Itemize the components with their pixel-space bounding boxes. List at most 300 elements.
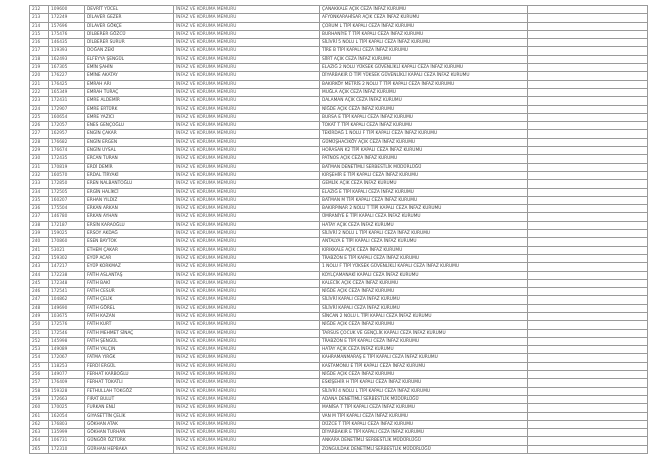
- row-number-cell: 217: [30, 47, 49, 55]
- table-row: [30, 88, 648, 96]
- registry-number-cell: 160654: [49, 113, 85, 121]
- name-cell: FATİH ÇELİK: [85, 296, 174, 304]
- title-cell: İNFAZ VE KORUMA MEMURU: [174, 395, 320, 403]
- empty-cell: [528, 288, 648, 296]
- title-cell: İNFAZ VE KORUMA MEMURU: [174, 64, 320, 72]
- table-row: [30, 80, 648, 88]
- empty-cell: [528, 147, 648, 155]
- empty-cell: [528, 329, 648, 337]
- row-number-cell: 215: [30, 30, 49, 38]
- table-row: [30, 105, 648, 113]
- title-cell: İNFAZ VE KORUMA MEMURU: [174, 171, 320, 179]
- title-cell: İNFAZ VE KORUMA MEMURU: [174, 379, 320, 387]
- name-cell: ERCAN TURAN: [85, 155, 174, 163]
- table-row: [30, 404, 648, 412]
- title-cell: İNFAZ VE KORUMA MEMURU: [174, 321, 320, 329]
- row-number-cell: 239: [30, 230, 49, 238]
- row-number-cell: 237: [30, 213, 49, 221]
- name-cell: ENGİN ÇAKAR: [85, 130, 174, 138]
- name-cell: EMİNE AKATAY: [85, 72, 174, 80]
- empty-cell: [528, 113, 648, 121]
- title-cell: İNFAZ VE KORUMA MEMURU: [174, 429, 320, 437]
- table-row: [30, 412, 648, 420]
- title-cell: İNFAZ VE KORUMA MEMURU: [174, 6, 320, 14]
- registry-number-cell: 176803: [49, 420, 85, 428]
- institution-cell: TARSUS ÇOCUK VE GENÇLİK KAPALI CEZA İNFAZ KURUMU: [320, 329, 528, 337]
- registry-number-cell: 146780: [49, 213, 85, 221]
- institution-cell: ZONGULDAK DENETİMLİ SERBESTLİK MÜDÜRLÜĞÜ: [320, 445, 528, 453]
- empty-cell: [528, 55, 648, 63]
- institution-cell: GÜMÜŞHACIKÖY AÇIK CEZA İNFAZ KURUMU: [320, 138, 528, 146]
- title-cell: İNFAZ VE KORUMA MEMURU: [174, 30, 320, 38]
- empty-cell: [528, 171, 648, 179]
- title-cell: İNFAZ VE KORUMA MEMURU: [174, 138, 320, 146]
- name-cell: FATİH BAKİ: [85, 279, 174, 287]
- row-number-cell: 253: [30, 346, 49, 354]
- empty-cell: [528, 30, 648, 38]
- title-cell: İNFAZ VE KORUMA MEMURU: [174, 238, 320, 246]
- empty-cell: [528, 14, 648, 22]
- table-row: [30, 155, 648, 163]
- institution-cell: GEMLİK AÇIK CEZA İNFAZ KURUMU: [320, 180, 528, 188]
- table-row: [30, 6, 648, 14]
- registry-number-cell: 53021: [49, 246, 85, 254]
- title-cell: İNFAZ VE KORUMA MEMURU: [174, 188, 320, 196]
- row-number-cell: 258: [30, 387, 49, 395]
- institution-cell: NİĞDE AÇIK CEZA İNFAZ KURUMU: [320, 321, 528, 329]
- institution-cell: SİLİVRİ 2 NOLU L TİPİ KAPALI CEZA İNFAZ KURUMU: [320, 230, 528, 238]
- table-row: [30, 329, 648, 337]
- empty-cell: [528, 6, 648, 14]
- table-row: [30, 263, 648, 271]
- title-cell: İNFAZ VE KORUMA MEMURU: [174, 130, 320, 138]
- name-cell: ERHAN YILDIZ: [85, 196, 174, 204]
- institution-cell: NİĞDE AÇIK CEZA İNFAZ KURUMU: [320, 288, 528, 296]
- table-row: [30, 312, 648, 320]
- title-cell: İNFAZ VE KORUMA MEMURU: [174, 97, 320, 105]
- name-cell: FIRAT BULUT: [85, 395, 174, 403]
- title-cell: İNFAZ VE KORUMA MEMURU: [174, 371, 320, 379]
- title-cell: İNFAZ VE KORUMA MEMURU: [174, 221, 320, 229]
- empty-cell: [528, 337, 648, 345]
- title-cell: İNFAZ VE KORUMA MEMURU: [174, 14, 320, 22]
- name-cell: FERDİ ERGÜL: [85, 362, 174, 370]
- row-number-cell: 261: [30, 412, 49, 420]
- registry-number-cell: 170860: [49, 238, 85, 246]
- registry-number-cell: 176227: [49, 72, 85, 80]
- table-row: [30, 337, 648, 345]
- institution-cell: ANKARA DENETİMLİ SERBESTLİK MÜDÜRLÜĞÜ: [320, 437, 528, 445]
- row-number-cell: 246: [30, 288, 49, 296]
- row-number-cell: 240: [30, 238, 49, 246]
- registry-number-cell: 175504: [49, 205, 85, 213]
- name-cell: EMRAH TURAÇ: [85, 88, 174, 96]
- institution-cell: SİNCAN 2 NOLU L TİPİ KAPALI CEZA İNFAZ KURUMU: [320, 312, 528, 320]
- table-row: [30, 254, 648, 262]
- row-number-cell: 255: [30, 362, 49, 370]
- registry-number-cell: 149077: [49, 371, 85, 379]
- empty-cell: [528, 254, 648, 262]
- registry-number-cell: 172576: [49, 321, 85, 329]
- table-row: [30, 122, 648, 130]
- table-row: [30, 39, 648, 47]
- registry-number-cell: 172541: [49, 288, 85, 296]
- institution-cell: BAKIRKÖY METRİS 2 NOLU T TİPİ KAPALI CEZA İNFAZ KURUMU: [320, 80, 528, 88]
- empty-cell: [528, 238, 648, 246]
- title-cell: İNFAZ VE KORUMA MEMURU: [174, 254, 320, 262]
- registry-number-cell: 172546: [49, 329, 85, 337]
- name-cell: FATİH ŞENGÜL: [85, 337, 174, 345]
- institution-cell: KIRIKKALE AÇIK CEZA İNFAZ KURUMU: [320, 246, 528, 254]
- table-row: [30, 379, 648, 387]
- registry-number-cell: 146435: [49, 39, 85, 47]
- table-row: [30, 429, 648, 437]
- table-row: [30, 138, 648, 146]
- name-cell: DİLAVER GÖKÇE: [85, 22, 174, 30]
- registry-number-cell: 176674: [49, 147, 85, 155]
- table-row: [30, 130, 648, 138]
- row-number-cell: 230: [30, 155, 49, 163]
- title-cell: İNFAZ VE KORUMA MEMURU: [174, 387, 320, 395]
- institution-cell: SİLİVRİ KAPALI CEZA İNFAZ KURUMU: [320, 296, 528, 304]
- title-cell: İNFAZ VE KORUMA MEMURU: [174, 279, 320, 287]
- institution-cell: TEKİRDAĞ 1 NOLU F TİPİ KAPALI CEZA İNFAZ KURUMU: [320, 130, 528, 138]
- table-row: [30, 47, 648, 55]
- institution-cell: DİYARBAKIR E TİPİ KAPALI CEZA İNFAZ KURUMU: [320, 429, 528, 437]
- empty-cell: [528, 213, 648, 221]
- title-cell: İNFAZ VE KORUMA MEMURU: [174, 147, 320, 155]
- title-cell: İNFAZ VE KORUMA MEMURU: [174, 205, 320, 213]
- registry-number-cell: 176425: [49, 80, 85, 88]
- table-row: [30, 246, 648, 254]
- title-cell: İNFAZ VE KORUMA MEMURU: [174, 122, 320, 130]
- institution-cell: BURSA E TİPİ KAPALI CEZA İNFAZ KURUMU: [320, 113, 528, 121]
- name-cell: FERHAT TOKATLI: [85, 379, 174, 387]
- row-number-cell: 231: [30, 163, 49, 171]
- empty-cell: [528, 321, 648, 329]
- registry-number-cell: 157696: [49, 22, 85, 30]
- name-cell: FETHULLAH TOKGÖZ: [85, 387, 174, 395]
- institution-cell: KASTAMONU E TİPİ KAPALI CEZA İNFAZ KURUMU: [320, 362, 528, 370]
- institution-cell: SİLİVRİ 5 NOLU L TİPİ KAPALI CEZA İNFAZ KURUMU: [320, 39, 528, 47]
- table-row: [30, 387, 648, 395]
- title-cell: İNFAZ VE KORUMA MEMURU: [174, 230, 320, 238]
- row-number-cell: 233: [30, 180, 49, 188]
- institution-cell: KOYLÇAMANAKİ KAPALI CEZA İNFAZ KURUMU: [320, 271, 528, 279]
- registry-number-cell: 170819: [49, 163, 85, 171]
- institution-cell: TRABZON E TİPİ KAPALI CEZA İNFAZ KURUMU: [320, 254, 528, 262]
- registry-number-cell: 176409: [49, 379, 85, 387]
- empty-cell: [528, 138, 648, 146]
- name-cell: FERHAT KARBOĞLU: [85, 371, 174, 379]
- name-cell: EMİN ŞAHİN: [85, 64, 174, 72]
- table-row: [30, 171, 648, 179]
- institution-cell: DİYARBAKIR D TİPİ YÜKSEK GÜVENLİKLİ KAPALI CEZA İNFAZ KURUMU: [320, 72, 528, 80]
- table-row: [30, 238, 648, 246]
- title-cell: İNFAZ VE KORUMA MEMURU: [174, 47, 320, 55]
- row-number-cell: 222: [30, 88, 49, 96]
- name-cell: GIYASETTİN ÇELİK: [85, 412, 174, 420]
- row-number-cell: 218: [30, 55, 49, 63]
- title-cell: İNFAZ VE KORUMA MEMURU: [174, 246, 320, 254]
- row-number-cell: 221: [30, 80, 49, 88]
- registry-number-cell: 172663: [49, 395, 85, 403]
- empty-cell: [528, 379, 648, 387]
- title-cell: İNFAZ VE KORUMA MEMURU: [174, 113, 320, 121]
- row-number-cell: 238: [30, 221, 49, 229]
- registry-number-cell: 109600: [49, 6, 85, 14]
- row-number-cell: 235: [30, 196, 49, 204]
- empty-cell: [528, 404, 648, 412]
- name-cell: ERKAN ARKAN: [85, 205, 174, 213]
- institution-cell: NİĞDE AÇIK CEZA İNFAZ KURUMU: [320, 105, 528, 113]
- registry-number-cell: 167305: [49, 64, 85, 72]
- registry-number-cell: 172057: [49, 122, 85, 130]
- title-cell: İNFAZ VE KORUMA MEMURU: [174, 196, 320, 204]
- personnel-table: [29, 5, 648, 454]
- name-cell: ENES GENÇOĞLU: [85, 122, 174, 130]
- table-row: [30, 113, 648, 121]
- table-row: [30, 55, 648, 63]
- name-cell: FATİH KAZAN: [85, 312, 174, 320]
- row-number-cell: 225: [30, 113, 49, 121]
- institution-cell: ESKİŞEHİR H TİPİ KAPALI CEZA İNFAZ KURUMU: [320, 379, 528, 387]
- empty-cell: [528, 196, 648, 204]
- name-cell: GÜRHAN HEPBAKA: [85, 445, 174, 453]
- registry-number-cell: 172348: [49, 279, 85, 287]
- name-cell: ENGİN UYSAL: [85, 147, 174, 155]
- table-row: [30, 213, 648, 221]
- row-number-cell: 219: [30, 64, 49, 72]
- table-row: [30, 362, 648, 370]
- table-row: [30, 354, 648, 362]
- table-row: [30, 321, 648, 329]
- registry-number-cell: 147217: [49, 263, 85, 271]
- empty-cell: [528, 362, 648, 370]
- institution-cell: TOKAT T TİPİ KAPALI CEZA İNFAZ KURUMU: [320, 122, 528, 130]
- name-cell: GÖKHAN TURHAN: [85, 429, 174, 437]
- institution-cell: MANİSA T TİPİ KAPALI CEZA İNFAZ KURUMU: [320, 404, 528, 412]
- empty-cell: [528, 246, 648, 254]
- name-cell: ENGİN ERGEN: [85, 138, 174, 146]
- name-cell: DİLBERER GÖZCÜ: [85, 30, 174, 38]
- row-number-cell: 243: [30, 263, 49, 271]
- title-cell: İNFAZ VE KORUMA MEMURU: [174, 437, 320, 445]
- registry-number-cell: 159302: [49, 254, 85, 262]
- empty-cell: [528, 296, 648, 304]
- empty-cell: [528, 205, 648, 213]
- empty-cell: [528, 312, 648, 320]
- registry-number-cell: 160207: [49, 196, 85, 204]
- table-row: [30, 64, 648, 72]
- empty-cell: [528, 105, 648, 113]
- institution-cell: DALAMAN AÇIK CEZA İNFAZ KURUMU: [320, 97, 528, 105]
- empty-cell: [528, 387, 648, 395]
- institution-cell: ELAZIĞ E TİPİ KAPALI CEZA İNFAZ KURUMU: [320, 188, 528, 196]
- empty-cell: [528, 130, 648, 138]
- name-cell: ERSİN KARAOĞLU: [85, 221, 174, 229]
- registry-number-cell: 172907: [49, 105, 85, 113]
- title-cell: İNFAZ VE KORUMA MEMURU: [174, 354, 320, 362]
- row-number-cell: 259: [30, 395, 49, 403]
- name-cell: FATMA YIRĞK: [85, 354, 174, 362]
- table-row: [30, 304, 648, 312]
- registry-number-cell: 160570: [49, 171, 85, 179]
- row-number-cell: 264: [30, 437, 49, 445]
- empty-cell: [528, 22, 648, 30]
- registry-number-cell: 119393: [49, 47, 85, 55]
- empty-cell: [528, 437, 648, 445]
- title-cell: İNFAZ VE KORUMA MEMURU: [174, 312, 320, 320]
- registry-number-cell: 103675: [49, 312, 85, 320]
- registry-number-cell: 159328: [49, 387, 85, 395]
- table-row: [30, 221, 648, 229]
- title-cell: İNFAZ VE KORUMA MEMURU: [174, 180, 320, 188]
- registry-number-cell: 106731: [49, 437, 85, 445]
- name-cell: DİLBERER SURUR: [85, 39, 174, 47]
- row-number-cell: 213: [30, 14, 49, 22]
- empty-cell: [528, 279, 648, 287]
- table-row: [30, 22, 648, 30]
- table-row: [30, 445, 648, 453]
- empty-cell: [528, 122, 648, 130]
- title-cell: İNFAZ VE KORUMA MEMURU: [174, 88, 320, 96]
- name-cell: EYÜP ACAR: [85, 254, 174, 262]
- row-number-cell: 234: [30, 188, 49, 196]
- table-row: [30, 163, 648, 171]
- institution-cell: BATMAN M TİPİ KAPALI CEZA İNFAZ KURUMU: [320, 196, 528, 204]
- row-number-cell: 241: [30, 246, 49, 254]
- table-row: [30, 346, 648, 354]
- row-number-cell: 223: [30, 97, 49, 105]
- name-cell: GÜNGÖR ÖZTÜRK: [85, 437, 174, 445]
- row-number-cell: 265: [30, 445, 49, 453]
- title-cell: İNFAZ VE KORUMA MEMURU: [174, 213, 320, 221]
- institution-cell: HATAY AÇIK CEZA İNFAZ KURUMU: [320, 221, 528, 229]
- registry-number-cell: 159025: [49, 230, 85, 238]
- institution-cell: NİĞDE AÇIK CEZA İNFAZ KURUMU: [320, 371, 528, 379]
- empty-cell: [528, 395, 648, 403]
- empty-cell: [528, 271, 648, 279]
- name-cell: ELFEYYA ŞENGÜL: [85, 55, 174, 63]
- row-number-cell: 247: [30, 296, 49, 304]
- empty-cell: [528, 304, 648, 312]
- empty-cell: [528, 221, 648, 229]
- title-cell: İNFAZ VE KORUMA MEMURU: [174, 80, 320, 88]
- row-number-cell: 232: [30, 171, 49, 179]
- empty-cell: [528, 420, 648, 428]
- institution-cell: BURHANİYE T TİPİ KAPALI CEZA İNFAZ KURUMU: [320, 30, 528, 38]
- name-cell: EREN NALBANTOĞLU: [85, 180, 174, 188]
- registry-number-cell: 118253: [49, 362, 85, 370]
- title-cell: İNFAZ VE KORUMA MEMURU: [174, 420, 320, 428]
- row-number-cell: 227: [30, 130, 49, 138]
- row-number-cell: 226: [30, 122, 49, 130]
- institution-cell: VAN M TİPİ KAPALI CEZA İNFAZ KURUMU: [320, 412, 528, 420]
- institution-cell: HORASAN K2 TİPİ KAPALI CEZA İNFAZ KURUMU: [320, 147, 528, 155]
- institution-cell: ELAZIĞ 2 NOLU YÜKSEK GÜVENLİKLİ KAPALI CEZA İNFAZ KURUMU: [320, 64, 528, 72]
- registry-number-cell: 145998: [49, 337, 85, 345]
- institution-cell: SİLİVRİ 4 NOLU L TİPİ KAPALI CEZA İNFAZ KURUMU: [320, 387, 528, 395]
- empty-cell: [528, 429, 648, 437]
- title-cell: İNFAZ VE KORUMA MEMURU: [174, 304, 320, 312]
- title-cell: İNFAZ VE KORUMA MEMURU: [174, 288, 320, 296]
- name-cell: FATİH GÖREL: [85, 304, 174, 312]
- empty-cell: [528, 88, 648, 96]
- registry-number-cell: 172850: [49, 180, 85, 188]
- empty-cell: [528, 180, 648, 188]
- empty-cell: [528, 80, 648, 88]
- name-cell: EYÜP KORKMAZ: [85, 263, 174, 271]
- name-cell: ERDAL TİRYAKİ: [85, 171, 174, 179]
- institution-cell: ÇORUM L TİPİ KAPALI CEZA İNFAZ KURUMU: [320, 22, 528, 30]
- institution-cell: KIRŞEHİR E TİPİ KAPALI CEZA İNFAZ KURUMU: [320, 171, 528, 179]
- name-cell: ERGİN HALİKCİ: [85, 188, 174, 196]
- title-cell: İNFAZ VE KORUMA MEMURU: [174, 329, 320, 337]
- institution-cell: MUĞLA AÇIK CEZA İNFAZ KURUMU: [320, 88, 528, 96]
- registry-number-cell: 172505: [49, 188, 85, 196]
- table-row: [30, 205, 648, 213]
- name-cell: ERKAN AYHAN: [85, 213, 174, 221]
- name-cell: FATİH YALÇIN: [85, 346, 174, 354]
- table-row: [30, 188, 648, 196]
- row-number-cell: 212: [30, 6, 49, 14]
- table-row: [30, 420, 648, 428]
- title-cell: İNFAZ VE KORUMA MEMURU: [174, 105, 320, 113]
- table-row: [30, 30, 648, 38]
- empty-cell: [528, 163, 648, 171]
- institution-cell: ÇANAKKALE AÇIK CEZA İNFAZ KURUMU: [320, 6, 528, 14]
- registry-number-cell: 165349: [49, 88, 85, 96]
- row-number-cell: 224: [30, 105, 49, 113]
- title-cell: İNFAZ VE KORUMA MEMURU: [174, 39, 320, 47]
- registry-number-cell: 172187: [49, 221, 85, 229]
- row-number-cell: 251: [30, 329, 49, 337]
- registry-number-cell: 135999: [49, 429, 85, 437]
- title-cell: İNFAZ VE KORUMA MEMURU: [174, 296, 320, 304]
- registry-number-cell: 172431: [49, 97, 85, 105]
- name-cell: FURKAN ENLİ: [85, 404, 174, 412]
- name-cell: DEVRİT YÜCEL: [85, 6, 174, 14]
- institution-cell: SİLİVRİ KAPALI CEZA İNFAZ KURUMU: [320, 304, 528, 312]
- institution-cell: BATMAN DENETİMLİ SERBESTLİK MÜDÜRLÜĞÜ: [320, 163, 528, 171]
- row-number-cell: 248: [30, 304, 49, 312]
- title-cell: İNFAZ VE KORUMA MEMURU: [174, 55, 320, 63]
- name-cell: EMRE ALDEMİR: [85, 97, 174, 105]
- title-cell: İNFAZ VE KORUMA MEMURU: [174, 346, 320, 354]
- row-number-cell: 214: [30, 22, 49, 30]
- table-row: [30, 196, 648, 204]
- institution-cell: ÜMRANİYE E TİPİ KAPALI CEZA İNFAZ KURUMU: [320, 213, 528, 221]
- empty-cell: [528, 72, 648, 80]
- table-row: [30, 230, 648, 238]
- name-cell: FATİH MEHMET SİNAÇ: [85, 329, 174, 337]
- institution-cell: BAKIRPINAR 2 NOLU T TİPİ KAPALI CEZA İNFAZ KURUMU: [320, 205, 528, 213]
- title-cell: İNFAZ VE KORUMA MEMURU: [174, 412, 320, 420]
- institution-cell: HATAY AÇIK CEZA İNFAZ KURUMU: [320, 346, 528, 354]
- registry-number-cell: 175476: [49, 30, 85, 38]
- empty-cell: [528, 371, 648, 379]
- title-cell: İNFAZ VE KORUMA MEMURU: [174, 155, 320, 163]
- registry-number-cell: 162054: [49, 412, 85, 420]
- empty-cell: [528, 188, 648, 196]
- row-number-cell: 252: [30, 337, 49, 345]
- table-row: [30, 371, 648, 379]
- institution-cell: KALECİK AÇIK CEZA İNFAZ KURUMU: [320, 279, 528, 287]
- name-cell: DOĞAN ZEKİ: [85, 47, 174, 55]
- row-number-cell: 220: [30, 72, 49, 80]
- title-cell: İNFAZ VE KORUMA MEMURU: [174, 163, 320, 171]
